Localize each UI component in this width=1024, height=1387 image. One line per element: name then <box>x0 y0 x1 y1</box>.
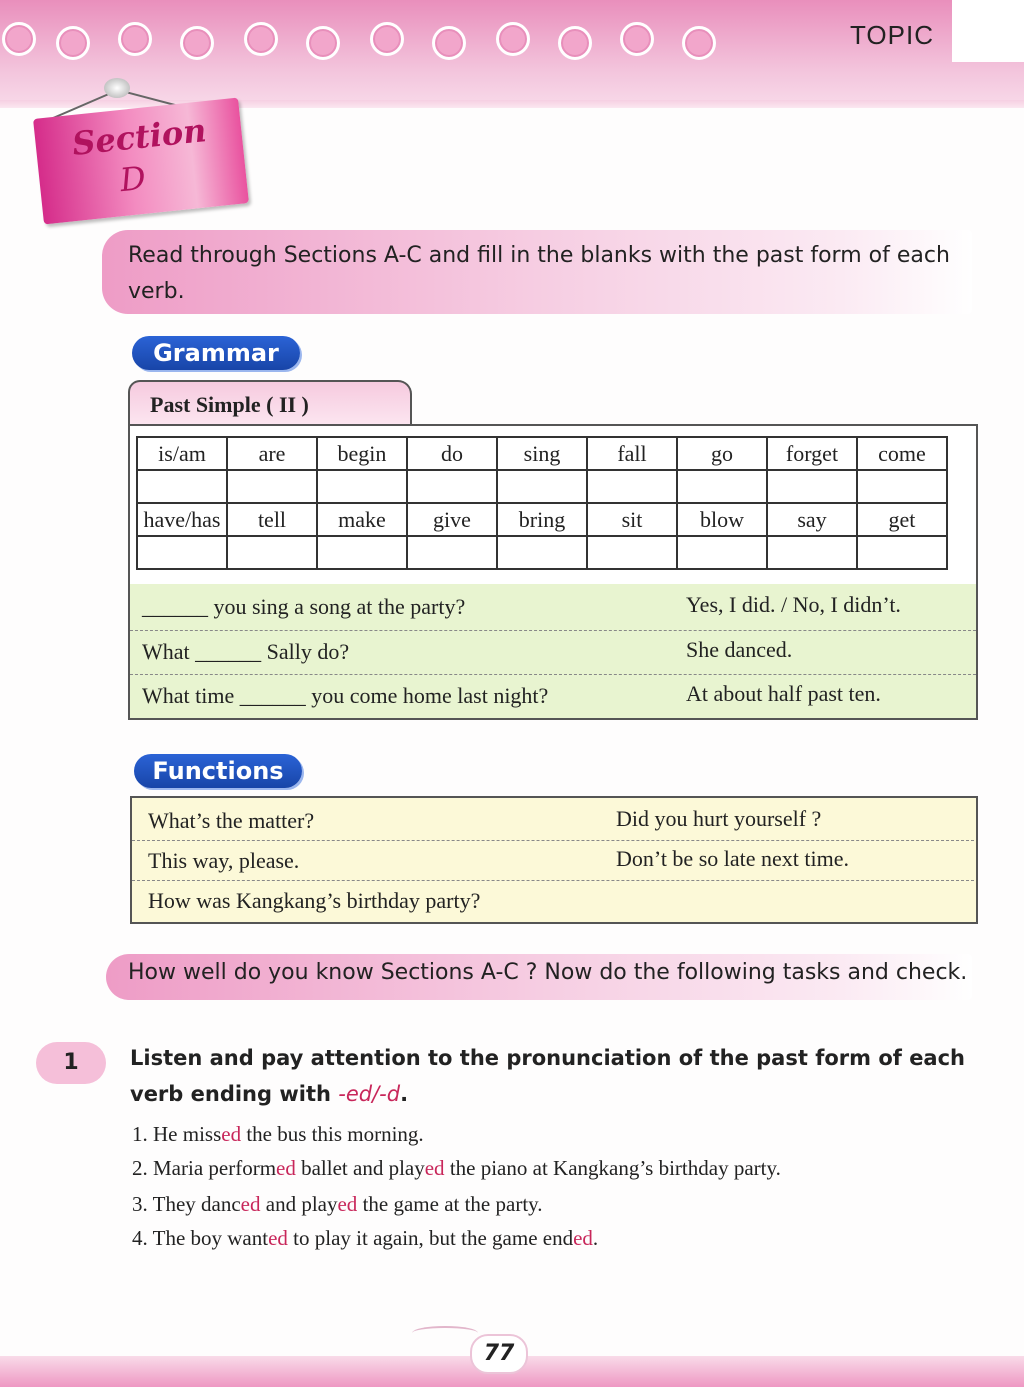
task-sentence <box>132 1156 781 1181</box>
verb-cell: come <box>857 437 947 470</box>
function-row <box>132 800 974 841</box>
example-question: What ______ Sally do? <box>142 639 350 664</box>
decorative-circle <box>2 22 36 56</box>
verb-cell: give <box>407 503 497 536</box>
example-answer: She danced. <box>686 637 793 662</box>
pin-icon <box>104 78 130 98</box>
verb-cell: get <box>857 503 947 536</box>
decorative-circle <box>244 22 278 56</box>
topic-label: TOPIC <box>850 20 934 50</box>
past-simple-title: Past Simple ( II ) <box>150 392 309 417</box>
task-sentence <box>132 1226 598 1251</box>
verb-cell: fall <box>587 437 677 470</box>
sentence-text: 4. The boy want <box>132 1226 269 1250</box>
answer-blank-cell[interactable] <box>497 536 587 569</box>
task-ending: -ed/-d <box>338 1082 401 1106</box>
decorative-circle <box>558 26 592 60</box>
verb-cell: do <box>407 437 497 470</box>
function-response: Did you hurt yourself ? <box>616 806 822 831</box>
function-row <box>132 840 974 881</box>
answer-blank-cell[interactable] <box>227 536 317 569</box>
ed-ending-highlight: ed <box>221 1122 242 1146</box>
sentence-text: 2. Maria perform <box>132 1156 277 1180</box>
answer-blank-cell[interactable] <box>227 470 317 503</box>
grammar-label: Grammar <box>132 336 300 370</box>
task-sentence <box>132 1192 543 1217</box>
verb-cell: go <box>677 437 767 470</box>
task-instruction <box>130 1040 980 1112</box>
verb-cell: have/has <box>137 503 227 536</box>
task-number-badge: 1 <box>36 1042 106 1084</box>
decorative-circle <box>682 26 716 60</box>
grammar-example-row <box>130 630 976 675</box>
decorative-circle <box>496 22 530 56</box>
decorative-circle <box>306 26 340 60</box>
function-phrase: This way, please. <box>148 848 300 873</box>
verb-table <box>136 436 948 570</box>
answer-blank-cell[interactable] <box>137 470 227 503</box>
verb-cell: begin <box>317 437 407 470</box>
grammar-example-row <box>130 674 976 719</box>
ed-ending-highlight: ed <box>424 1156 445 1180</box>
check-banner-text: How well do you know Sections A-C ? Now do the following tasks and check. <box>128 960 968 985</box>
example-question: What time ______ you come home last night? <box>142 683 549 708</box>
task-sentence <box>132 1122 424 1147</box>
answer-blank-cell[interactable] <box>587 470 677 503</box>
decorative-circle <box>118 22 152 56</box>
sentence-text: 1. He miss <box>132 1122 222 1146</box>
sentence-text: . <box>592 1226 599 1250</box>
sentence-text: 3. They danc <box>132 1192 241 1216</box>
example-answer: Yes, I did. / No, I didn’t. <box>686 592 901 617</box>
verb-cell: forget <box>767 437 857 470</box>
verb-table-row <box>137 470 947 503</box>
verb-cell: sit <box>587 503 677 536</box>
functions-label: Functions <box>134 754 302 788</box>
answer-blank-cell[interactable] <box>587 536 677 569</box>
page-number: 77 <box>470 1334 528 1374</box>
verb-table-row <box>137 536 947 569</box>
verb-cell: say <box>767 503 857 536</box>
sentence-text: the bus this morning. <box>241 1122 424 1146</box>
past-simple-tab <box>128 380 412 430</box>
instruction-text: Read through Sections A-C and fill in the blanks with the past form of each verb. <box>128 243 950 304</box>
answer-blank-cell[interactable] <box>677 536 767 569</box>
ed-ending-highlight: ed <box>268 1226 288 1250</box>
ed-ending-highlight: ed <box>240 1192 261 1216</box>
task-instruction-text: Listen and pay attention to the pronunciation of the past form of each verb ending with <box>130 1046 966 1106</box>
grammar-example-row <box>130 586 976 630</box>
verb-cell: sing <box>497 437 587 470</box>
ed-ending-highlight: ed <box>573 1226 593 1250</box>
task-end-punct: . <box>400 1082 409 1106</box>
sentence-text: ballet and play <box>295 1156 425 1180</box>
answer-blank-cell[interactable] <box>317 470 407 503</box>
answer-blank-cell[interactable] <box>767 470 857 503</box>
sentence-text: the piano at Kangkang’s birthday party. <box>444 1156 781 1180</box>
ed-ending-highlight: ed <box>337 1192 358 1216</box>
function-phrase: What’s the matter? <box>148 808 315 833</box>
answer-blank-cell[interactable] <box>317 536 407 569</box>
example-question: ______ you sing a song at the party? <box>142 594 466 619</box>
decorative-circle <box>370 22 404 56</box>
verb-cell: bring <box>497 503 587 536</box>
sentence-text: to play it again, but the game end <box>287 1226 574 1250</box>
function-phrase: How was Kangkang’s birthday party? <box>148 888 481 913</box>
function-response: Don’t be so late next time. <box>616 846 849 871</box>
decorative-circle <box>432 26 466 60</box>
answer-blank-cell[interactable] <box>857 536 947 569</box>
header-corner-cover <box>952 0 1024 62</box>
instruction-banner <box>102 230 972 314</box>
section-sign-letter: D <box>118 158 148 200</box>
verb-table-row <box>137 503 947 536</box>
function-row <box>132 880 974 920</box>
check-banner <box>106 954 972 1000</box>
answer-blank-cell[interactable] <box>767 536 857 569</box>
decorative-circle <box>620 22 654 56</box>
footer-swoosh <box>412 1326 478 1340</box>
answer-blank-cell[interactable] <box>137 536 227 569</box>
answer-blank-cell[interactable] <box>407 536 497 569</box>
decorative-circle <box>56 26 90 60</box>
example-answer: At about half past ten. <box>686 681 881 706</box>
verb-cell: blow <box>677 503 767 536</box>
verb-cell: make <box>317 503 407 536</box>
verb-cell: is/am <box>137 437 227 470</box>
verb-cell: tell <box>227 503 317 536</box>
decorative-circle <box>180 26 214 60</box>
answer-blank-cell[interactable] <box>677 470 767 503</box>
sentence-text: and play <box>260 1192 338 1216</box>
answer-blank-cell[interactable] <box>857 470 947 503</box>
ed-ending-highlight: ed <box>276 1156 296 1180</box>
sentence-text: the game at the party. <box>357 1192 543 1216</box>
verb-cell: are <box>227 437 317 470</box>
verb-table-row <box>137 437 947 470</box>
section-sign-word: Section <box>70 111 209 163</box>
answer-blank-cell[interactable] <box>497 470 587 503</box>
answer-blank-cell[interactable] <box>407 470 497 503</box>
